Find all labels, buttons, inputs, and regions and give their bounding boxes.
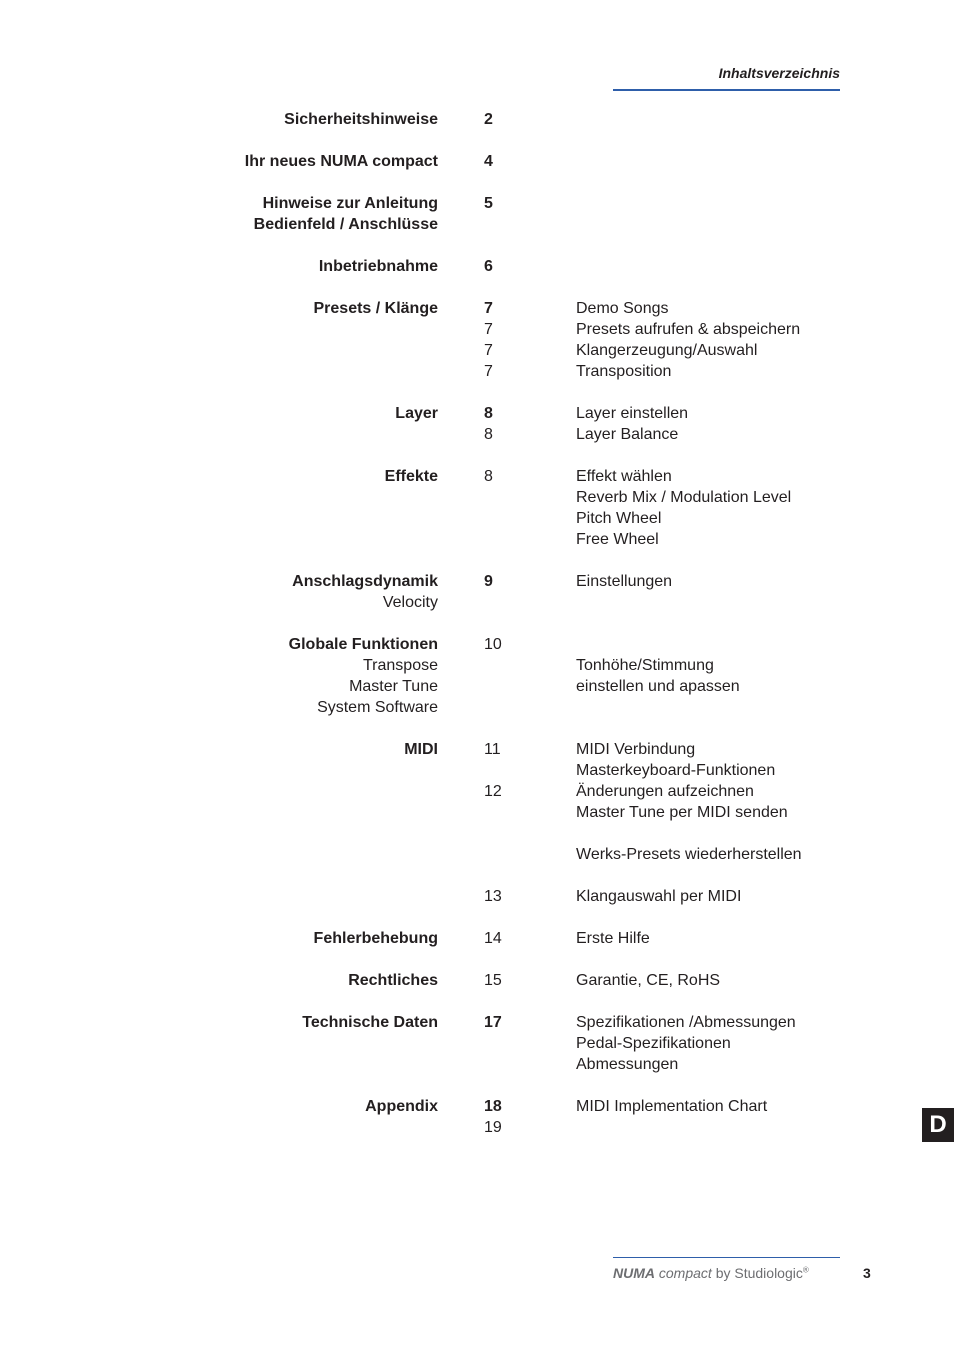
toc-line — [0, 340, 954, 361]
toc-subtopic: Klangerzeugung/Auswahl — [576, 342, 758, 359]
toc-line — [0, 1054, 954, 1075]
toc-section — [0, 1096, 954, 1138]
toc-subtopic: Garantie, CE, RoHS — [576, 972, 721, 989]
toc-line — [0, 760, 954, 781]
toc-entry-title: Layer — [395, 405, 438, 422]
toc-page-number: 9 — [484, 573, 493, 590]
toc-entry-title: MIDI — [404, 741, 438, 758]
toc-page-number: 8 — [484, 426, 493, 443]
toc-line — [0, 739, 954, 760]
registered-mark: ® — [802, 1265, 809, 1275]
toc-page-number: 18 — [484, 1098, 502, 1115]
toc-subtopic: Effekt wählen — [576, 468, 672, 485]
toc-entry-title: Presets / Klänge — [313, 300, 438, 317]
header-rule — [613, 89, 840, 91]
toc-section — [0, 256, 954, 277]
toc-section — [0, 928, 954, 949]
page-header-title: Inhaltsverzeichnis — [718, 65, 840, 81]
toc-line — [0, 823, 954, 844]
toc-subtopic: Demo Songs — [576, 300, 669, 317]
toc-line — [0, 487, 954, 508]
toc-entry-title: Appendix — [365, 1098, 438, 1115]
toc-page-number: 7 — [484, 342, 493, 359]
toc-page-number: 5 — [484, 195, 493, 212]
toc-page-number: 12 — [484, 783, 502, 800]
page-number: 3 — [863, 1265, 871, 1281]
toc-subtopic: Free Wheel — [576, 531, 659, 548]
toc-subtopic: Layer einstellen — [576, 405, 689, 422]
toc-entry-title: Transpose — [363, 657, 438, 674]
toc-subtopic: MIDI Implementation Chart — [576, 1098, 768, 1115]
footer-model-name: compact — [658, 1265, 712, 1281]
toc-subtopic: Transposition — [576, 363, 672, 380]
toc-page-number: 10 — [484, 636, 502, 653]
toc-line — [0, 571, 954, 592]
toc-subtopic: Werks-Presets wiederherstellen — [576, 846, 802, 863]
toc-subtopic: Einstellungen — [576, 573, 673, 590]
toc-entry-title: Effekte — [384, 468, 438, 485]
toc-page-number: 19 — [484, 1119, 502, 1136]
toc-line — [0, 361, 954, 382]
toc-subtopic: Pedal-Spezifikationen — [576, 1035, 731, 1052]
toc-line — [0, 529, 954, 550]
toc-section — [0, 403, 954, 445]
footer-by-text: by Studiologic — [715, 1265, 803, 1281]
toc-subtopic: Layer Balance — [576, 426, 679, 443]
toc-section — [0, 886, 954, 907]
table-of-contents — [0, 109, 954, 1159]
toc-line — [0, 256, 954, 277]
toc-line — [0, 1012, 954, 1033]
toc-subtopic: MIDI Verbindung — [576, 741, 696, 758]
toc-section — [0, 739, 954, 865]
toc-line — [0, 781, 954, 802]
toc-subtopic: Reverb Mix / Modulation Level — [576, 489, 792, 506]
toc-entry-title: Sicherheitshinweise — [284, 111, 438, 128]
toc-line — [0, 466, 954, 487]
toc-section — [0, 298, 954, 382]
toc-subtopic: Pitch Wheel — [576, 510, 662, 527]
toc-entry-title: Bedienfeld / Anschlüsse — [253, 216, 438, 233]
toc-entry-title: Hinweise zur Anleitung — [262, 195, 438, 212]
toc-subtopic: Masterkeyboard-Funktionen — [576, 762, 776, 779]
toc-page-number: 4 — [484, 153, 493, 170]
toc-entry-title: Ihr neues NUMA compact — [244, 153, 438, 170]
toc-section — [0, 151, 954, 172]
toc-line — [0, 151, 954, 172]
toc-line — [0, 634, 954, 655]
toc-page-number: 2 — [484, 111, 493, 128]
toc-line — [0, 592, 954, 613]
toc-page-number: 15 — [484, 972, 502, 989]
toc-entry-title: Inbetriebnahme — [318, 258, 438, 275]
toc-line — [0, 109, 954, 130]
toc-line — [0, 1117, 954, 1138]
toc-line — [0, 193, 954, 214]
toc-entry-title: Velocity — [382, 594, 438, 611]
toc-page-number: 13 — [484, 888, 502, 905]
toc-entry-title: Master Tune — [349, 678, 438, 695]
toc-section — [0, 466, 954, 550]
toc-subtopic: einstellen und apassen — [576, 678, 740, 695]
toc-page-number: 8 — [484, 468, 493, 485]
toc-subtopic: Klangauswahl per MIDI — [576, 888, 742, 905]
toc-entry-title: Technische Daten — [302, 1014, 438, 1031]
toc-line — [0, 970, 954, 991]
toc-line — [0, 424, 954, 445]
toc-entry-title: Globale Funktionen — [288, 636, 438, 653]
toc-line — [0, 802, 954, 823]
toc-page-number: 11 — [484, 741, 501, 758]
toc-subtopic: Presets aufrufen & abspeichern — [576, 321, 801, 338]
toc-subtopic: Erste Hilfe — [576, 930, 650, 947]
toc-section — [0, 634, 954, 718]
footer-brand-name: NUMA — [613, 1265, 655, 1281]
toc-page-number: 8 — [484, 405, 493, 422]
toc-line — [0, 928, 954, 949]
toc-section — [0, 109, 954, 130]
footer-brand — [613, 1265, 809, 1281]
toc-line — [0, 886, 954, 907]
toc-page-number: 14 — [484, 930, 502, 947]
footer-rule — [613, 1257, 840, 1258]
toc-line — [0, 403, 954, 424]
toc-section — [0, 193, 954, 235]
toc-line — [0, 697, 954, 718]
toc-page-number: 6 — [484, 258, 493, 275]
toc-entry-title: Fehlerbehebung — [313, 930, 438, 947]
toc-line — [0, 655, 954, 676]
toc-page-number: 7 — [484, 300, 493, 317]
toc-page-number: 17 — [484, 1014, 502, 1031]
toc-subtopic: Abmessungen — [576, 1056, 679, 1073]
toc-line — [0, 1096, 954, 1117]
toc-line — [0, 844, 954, 865]
toc-section — [0, 571, 954, 613]
toc-line — [0, 298, 954, 319]
toc-line — [0, 676, 954, 697]
toc-line — [0, 508, 954, 529]
toc-entry-title: Anschlagsdynamik — [292, 573, 438, 590]
toc-section — [0, 970, 954, 991]
toc-subtopic: Master Tune per MIDI senden — [576, 804, 788, 821]
toc-line — [0, 214, 954, 235]
toc-entry-title: Rechtliches — [348, 972, 438, 989]
toc-section — [0, 1012, 954, 1075]
toc-page-number: 7 — [484, 363, 493, 380]
toc-page-number: 7 — [484, 321, 493, 338]
toc-subtopic: Änderungen aufzeichnen — [576, 783, 754, 800]
toc-line — [0, 319, 954, 340]
toc-subtopic: Spezifikationen /Abmessungen — [576, 1014, 796, 1031]
toc-line — [0, 1033, 954, 1054]
language-tab: D — [922, 1108, 954, 1142]
toc-subtopic: Tonhöhe/Stimmung — [576, 657, 714, 674]
toc-entry-title: System Software — [317, 699, 438, 716]
